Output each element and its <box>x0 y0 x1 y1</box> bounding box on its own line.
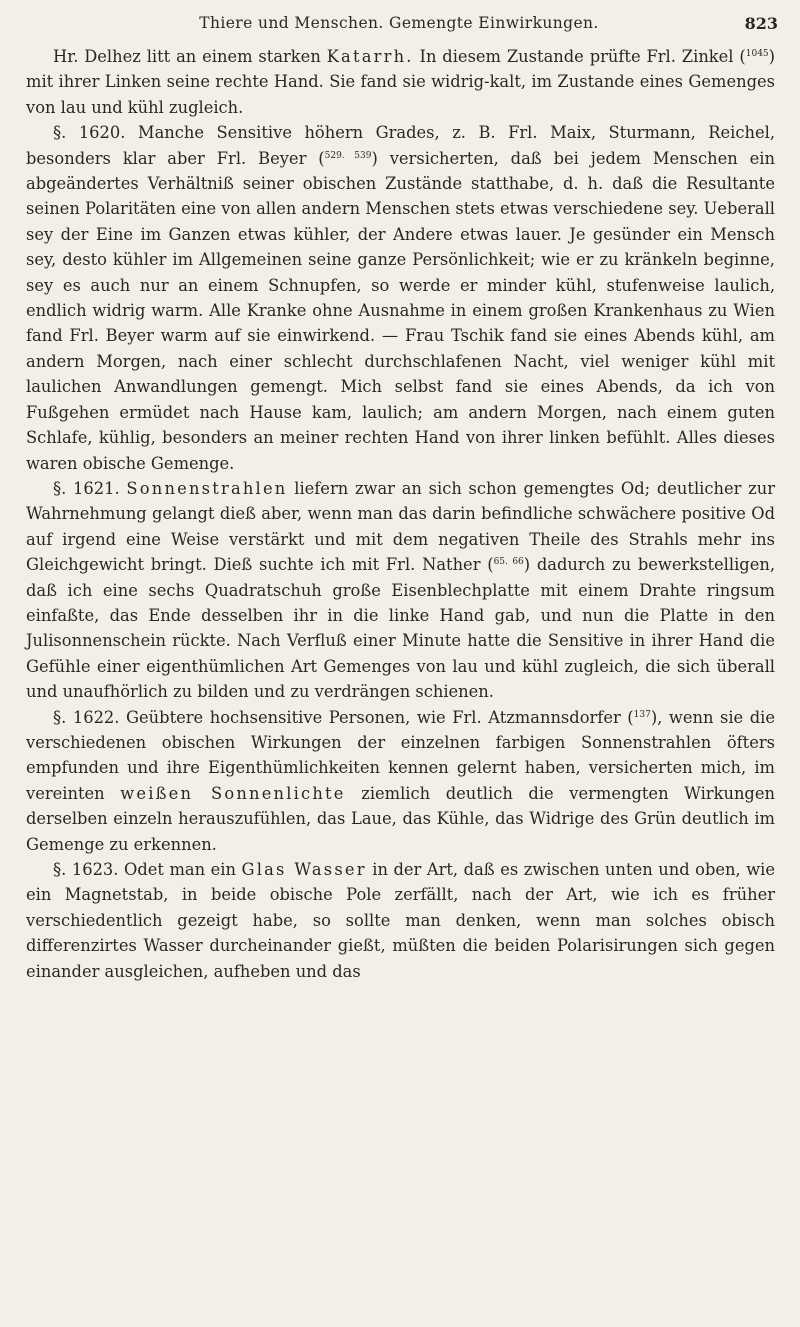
paragraph-p3 <box>26 476 775 705</box>
text-run: §. 1622. Geübtere hochsensitive Personen, wie Frl. Atzmannsdorfer ( <box>53 707 634 727</box>
text-run: §. 1621. <box>53 478 127 498</box>
text-run: liefern zwar an sich schon gemengtes Od; deutlicher zur Wahrnehmung gelangt dieß aber, wenn man das darin befindliche schwächere positive Od auf irgend eine Weise verstärkt und mit dem negativen Theile des Strahls mehr ins Gleichgewicht bringt. Dieß suchte ich mit Frl. Nather ( <box>26 478 775 575</box>
text-run: ) dadurch zu bewerkstelligen, daß ich eine sechs Quadratschuh große Eisenblechplatte mit einem Drahte ringsum einfaßte, das Ende desselben ihr in die linke Hand gab, und nun die Platte in den Julisonnenschein rückte. Nach Verfluß einer Minute hatte die Sensitive in ihrer Hand die Gefühle einer eigenthümlichen Art Gemenges von lau und kühl zugleich, die sich überall und unaufhörlich zu bilden und zu verdrängen schienen. <box>26 555 775 702</box>
reference-number: 1045 <box>745 49 769 59</box>
text-run: in der Art, daß es zwischen unten und oben, wie ein Magnetstab, in beide obische Pole zerfällt, nach der Art, wie ich es früher verschiedentlich gezeigt habe, so sollte man denken, wenn man solches obisch differenzirtes Wasser durcheinander gießt, müßten die beiden Polarisirungen sich gegen einander ausgleichen, aufheben und das <box>26 860 775 981</box>
text-run: ), wenn sie die verschiedenen obischen Wirkungen der einzelnen farbigen Sonnenstrahlen öfters empfunden und ihre Eigenthümlichkeiten kennen gelernt haben, versicherten mich, im vereinten <box>26 707 775 803</box>
emphasized-term: Sonnenstrahlen <box>126 478 288 498</box>
text-run: ) versicherten, daß bei jedem Menschen ein abgeändertes Verhältniß seiner obischen Zustände statthabe, d. h. daß die Resultante seinen Polaritäten eine von allen andern Menschen stets etwas verschiedene sey. Ueberall sey der Eine im Ganzen etwas kühler, der Andere etwas lauer. Je gesünder ein Mensch sey, desto kühler im Allgemeinen seine ganze Persönlichkeit; wie er zu kränkeln beginne, sey es auch nur an einem Schnupfen, so werde er minder kühl, stufenweise laulich, endlich widrig warm. Alle Kranke ohne Ausnahme in einem großen Krankenhaus zu Wien fand Frl. Beyer warm auf sie einwirkend. — Frau Tschik fand sie eines Abends kühl, am andern Morgen, nach einer schlecht durchschlafenen Nacht, viel weniger kühl mit laulichen Anwandlungen gemengt. Mich selbst fand sie eines Abends, da ich von Fußgehen ermüdet nach Hause kam, laulich; am andern Morgen, nach einem guten Schlafe, kühlig, besonders an meiner rechten Hand von ihrer linken befühlt. Alles dieses waren obische Gemenge. <box>26 148 775 473</box>
text-run: ) mit ihrer Linken seine rechte Hand. Sie fand sie widrig-kalt, im Zustande eines Gemenges von lau und kühl zugleich. <box>26 47 776 117</box>
emphasized-term: weißen Sonnenlichte <box>120 783 346 803</box>
text-run: Hr. Delhez litt an einem starken <box>53 47 327 66</box>
text-run: §. 1620. Manche Sensitive höhern Grades, z. B. Frl. Maix, Sturmann, Reichel, besonders klar aber Frl. Beyer ( <box>26 123 775 168</box>
paragraph-p1 <box>26 44 775 120</box>
text-run: In diesem Zustande prüfte Frl. Zinkel ( <box>413 47 746 66</box>
paragraph-p2 <box>26 120 775 476</box>
reference-number: 65. 66 <box>493 557 524 568</box>
reference-number: 529. 539 <box>324 150 372 161</box>
paragraph-p5 <box>26 857 775 984</box>
text-run: ziemlich deutlich die vermengten Wirkungen derselben einzeln herauszufühlen, das Laue, das Kühle, das Widrige des Grün deutlich im Gemenge zu erkennen. <box>26 783 775 854</box>
running-head-title: Thiere und Menschen. Gemengte Einwirkungen. <box>199 14 599 32</box>
paragraph-p4 <box>26 705 775 857</box>
body-text <box>26 44 775 984</box>
reference-number: 137 <box>633 709 651 720</box>
running-head <box>20 8 778 38</box>
emphasized-term: Katarrh. <box>326 47 414 66</box>
page-number: 823 <box>744 14 778 33</box>
emphasized-term: Glas Wasser <box>241 860 367 879</box>
text-run: §. 1623. Odet man ein <box>53 860 242 879</box>
